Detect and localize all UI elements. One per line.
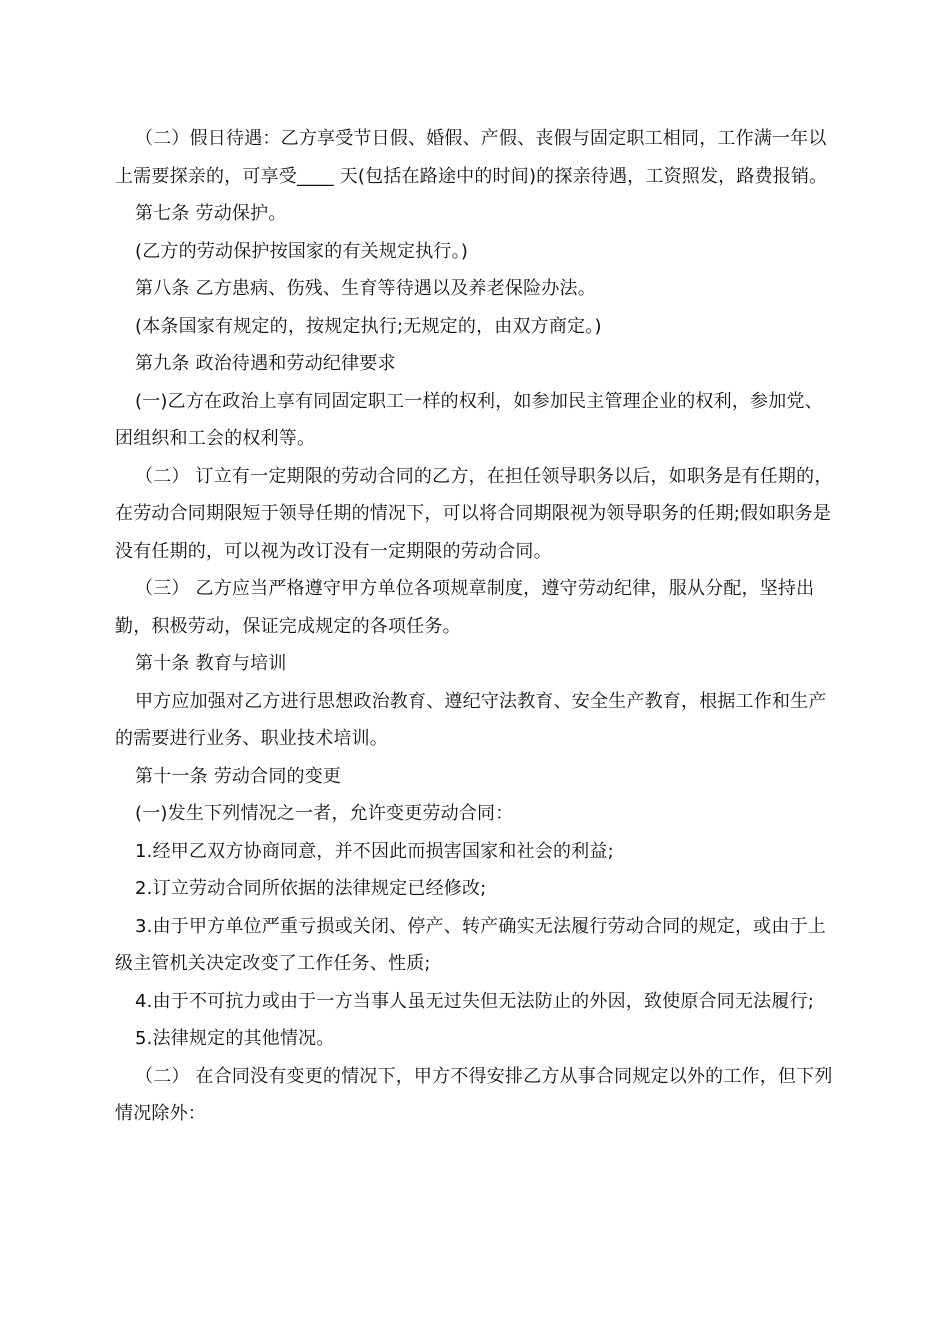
list-item-2: 2.订立劳动合同所依据的法律规定已经修改; [135, 878, 487, 899]
article-8-heading: 第八条 乙方患病、伤残、生育等待遇以及养老保险办法。 [135, 278, 596, 299]
list-item-4: 4.由于不可抗力或由于一方当事人虽无过失但无法防止的外因，致使原合同无法履行; [135, 990, 815, 1012]
document-body [115, 120, 840, 1133]
article-7-heading: 第七条 劳动保护。 [135, 203, 287, 224]
article-11-heading: 第十一条 劳动合同的变更 [135, 765, 342, 787]
paragraph-change-conditions: (一)发生下列情况之一者，允许变更劳动合同： [135, 803, 514, 824]
paragraph-education-training: 甲方应加强对乙方进行思想政治教育、遵纪守法教育、安全生产教育，根据工作和生产的需要进行业务、职业技术培训。 [115, 690, 827, 749]
paragraph-holiday-treatment: （二）假日待遇：乙方享受节日假、婚假、产假、丧假与固定职工相同，工作满一年以上需要探亲的，可享受____ 天(包括在路途中的时间)的探亲待遇，工资照发，路费报销。 [115, 128, 828, 187]
paragraph-political-rights: (一)乙方在政治上享有同固定职工一样的权利，如参加民主管理企业的权利，参加党、团组织和工会的权利等。 [115, 390, 823, 449]
paragraph-labor-discipline: （三） 乙方应当严格遵守甲方单位各项规章制度，遵守劳动纪律，服从分配，坚持出勤，积极劳动，保证完成规定的各项任务。 [115, 578, 815, 637]
paragraph-no-change-exceptions: （二） 在合同没有变更的情况下，甲方不得安排乙方从事合同规定以外的工作，但下列情况除外： [115, 1065, 833, 1124]
article-9-heading: 第九条 政治待遇和劳动纪律要求 [135, 353, 396, 374]
list-item-3: 3.由于甲方单位严重亏损或关闭、停产、转产确实无法履行劳动合同的规定，或由于上级主管机关决定改变了工作任务、性质; [115, 915, 826, 974]
paragraph-labor-protection: (乙方的劳动保护按国家的有关规定执行。) [135, 240, 469, 262]
paragraph-article-8-note: (本条国家有规定的，按规定执行;无规定的，由双方商定。) [135, 315, 602, 337]
paragraph-leadership-term: （二） 订立有一定期限的劳动合同的乙方，在担任领导职务以后，如职务是有任期的，在劳动合同期限短于领导任期的情况下，可以将合同期限视为领导职务的任期;假如职务是没有任期的，可以视为改订没有一定期限的劳动合同。 [115, 465, 833, 562]
article-10-heading: 第十条 教育与培训 [135, 653, 287, 674]
list-item-5: 5.法律规定的其他情况。 [135, 1028, 335, 1049]
list-item-1: 1.经甲乙双方协商同意，并不因此而损害国家和社会的利益; [135, 840, 614, 862]
